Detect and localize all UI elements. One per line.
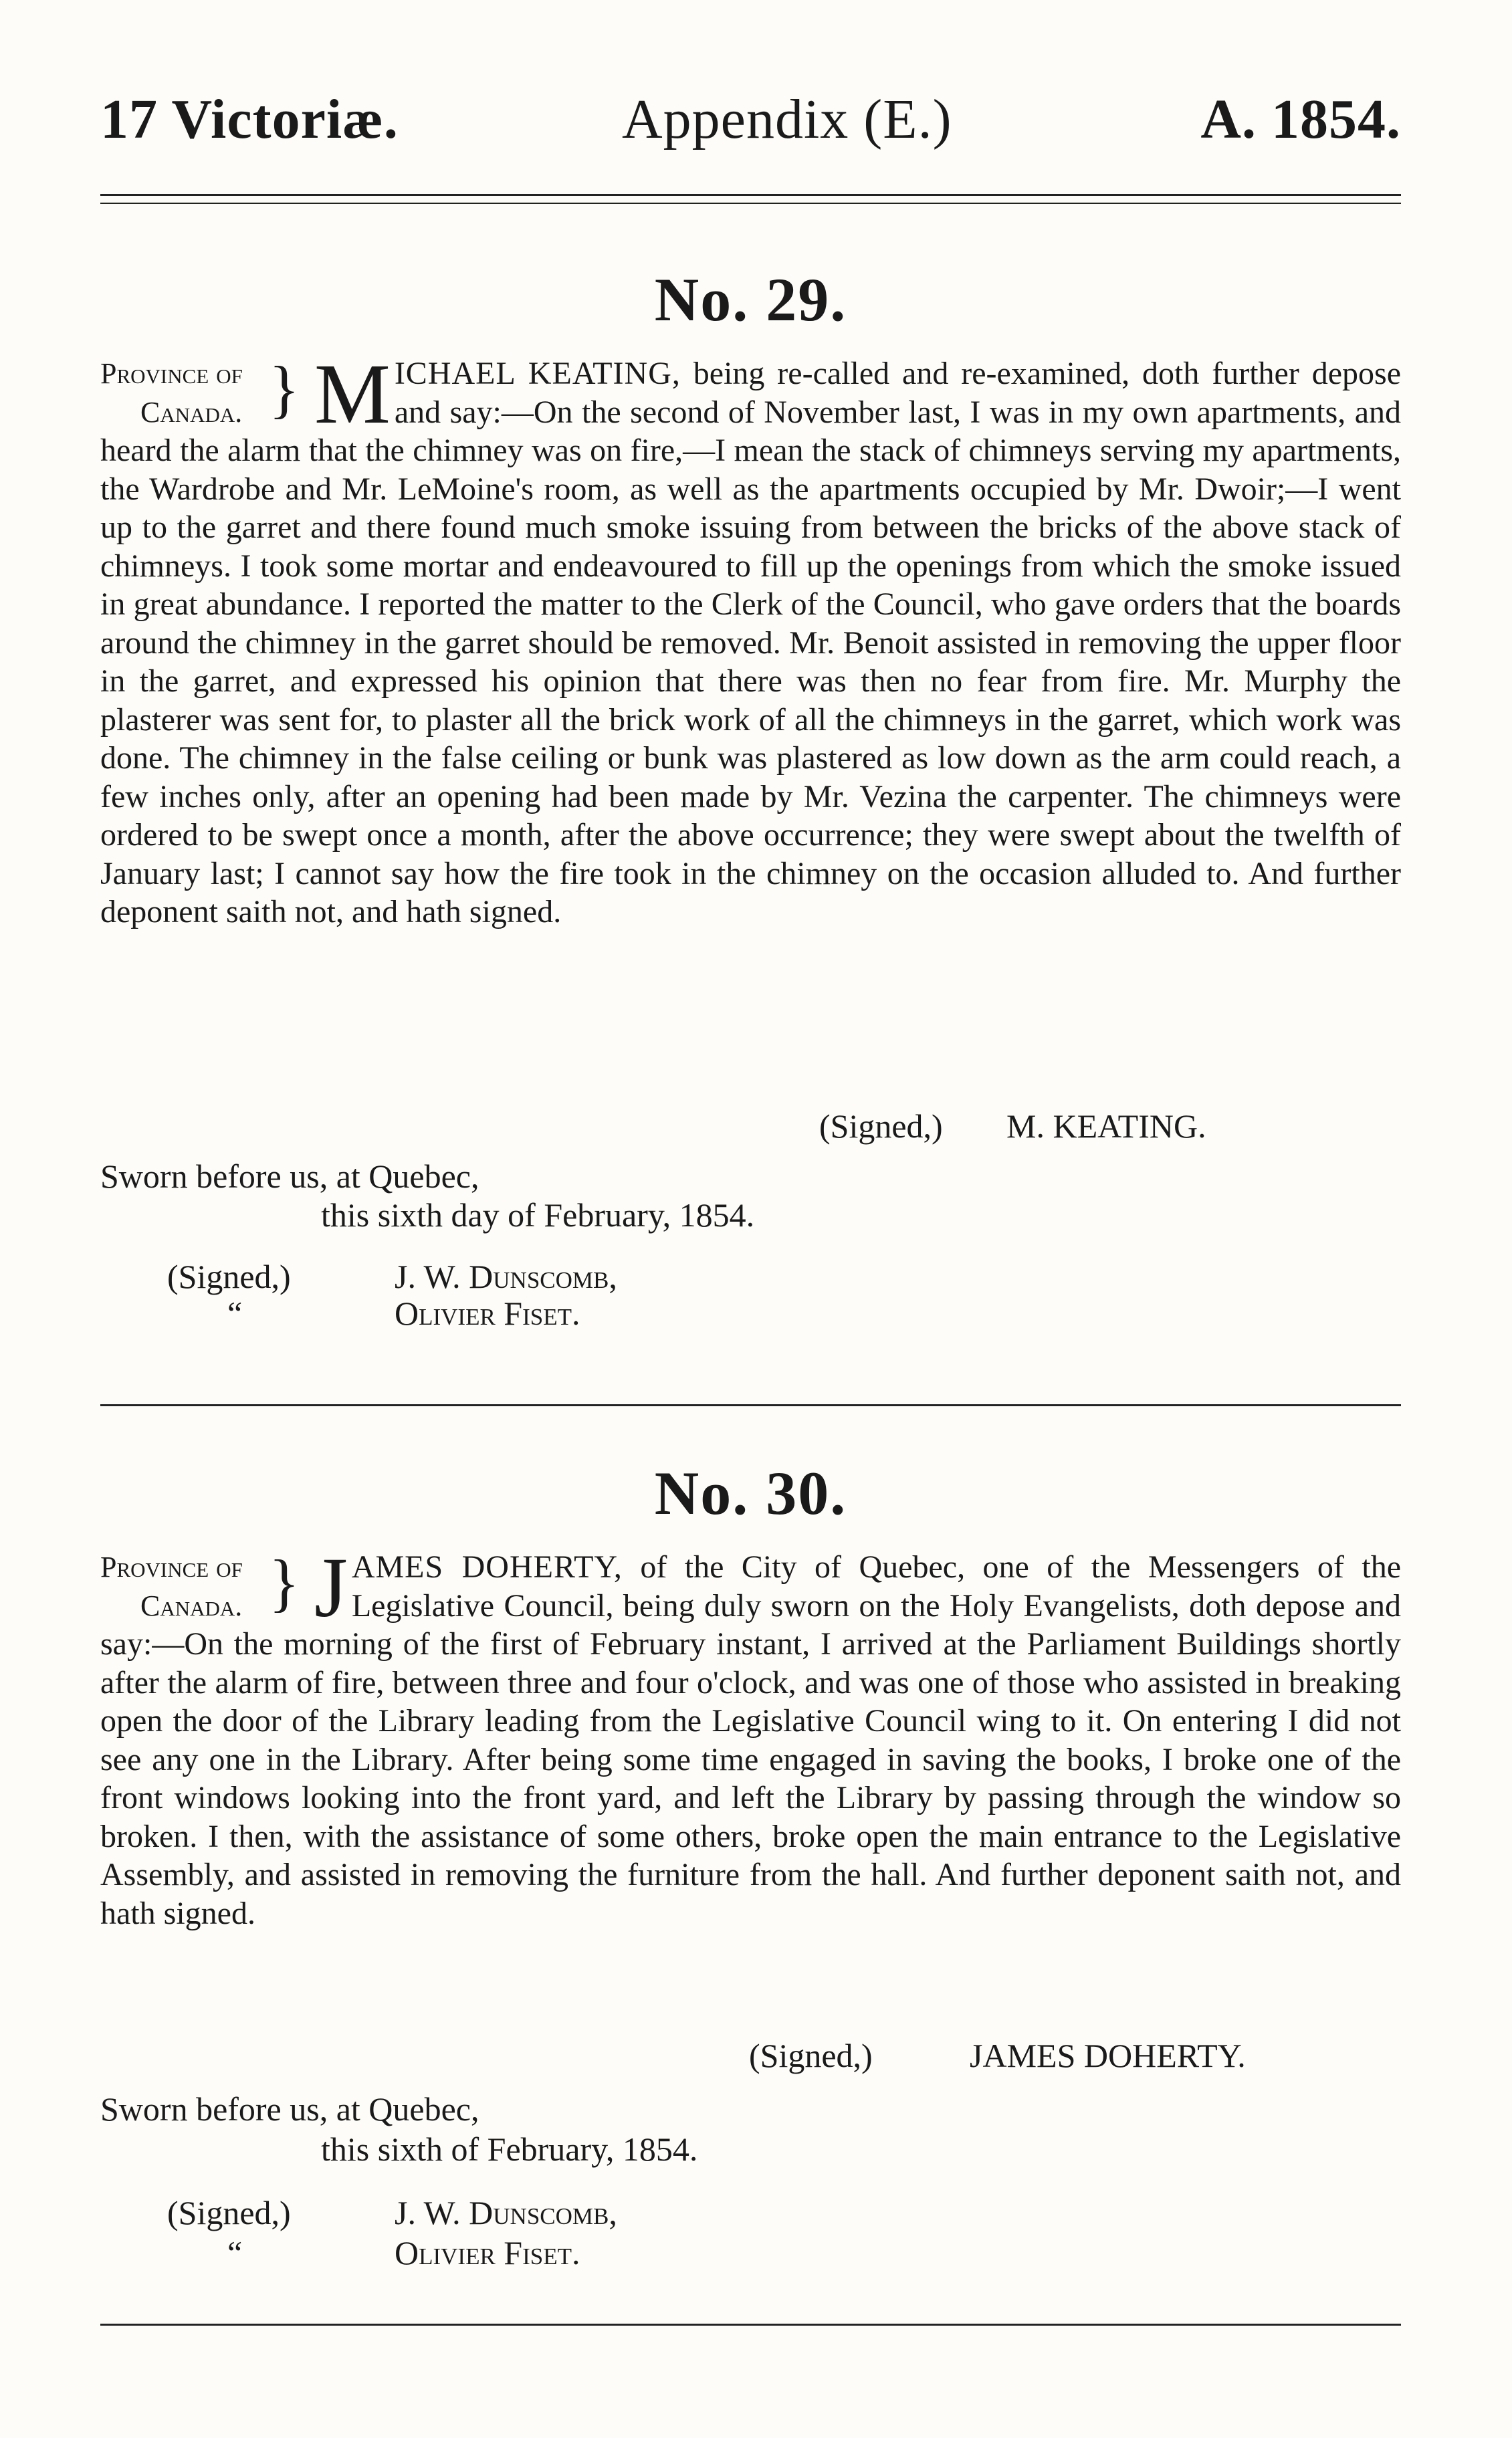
deposition-29-ditto-mark: “ (227, 1295, 243, 1332)
deposition-30-province (100, 1548, 314, 1625)
deposition-30-text: of the City of Quebec, one of the Messengers of the Legislative Council, being duly sworn on the Holy Evangelists, doth depose and say:—On the morning of the first of February instant, I arrived at the Parliament Buildings shortly after the alarm of fire, between three and four o'clock, and was one of those who assisted in breaking open the door of the Library leading from the Legislative Council wing to it. On entering I did not see any one in the Library. After being some time engaged in saving the books, I broke one of the front windows looking into the front yard, and left the Library by passing through the window so broken. I then, with the assistance of some others, broke open the main entrance to the Legislative Assembly, and assisted in removing the furniture from the hall. And further deponent saith not, and hath signed. (100, 1549, 1401, 1931)
header-double-rule (100, 194, 1401, 204)
deposition-29-signed-label: (Signed,) (819, 1107, 943, 1145)
deposition-29-body (100, 346, 1402, 931)
brace-icon: } (268, 353, 300, 425)
deposition-29-signatory: M. KEATING. (1006, 1107, 1206, 1145)
page-bottom-rule (100, 2324, 1401, 2326)
deposition-30-witness-2: Olivier Fiset. (395, 2234, 580, 2271)
deposition-29-text: being re-called and re-examined, doth further depose and say:—On the second of November last, I was in my own apartments, and heard the alarm that the chimney was on fire,—I mean the stack of chimneys serving my apartments, the Wardrobe and Mr. LeMoine's room, as well as the apartments occupied by Mr. Dwoir;—I went up to the garret and there found much smoke issuing from between the bricks of the above stack of chimneys. I took some mortar and endeavoured to fill up the openings from which the smoke issued in great abundance. I reported the matter to the Clerk of the Council, who gave orders that the boards around the chimney in the garret should be removed. Mr. Benoit assisted in removing the upper floor in the garret, and expressed his opinion that there was then no fear from fire. Mr. Murphy the plasterer was sent for, to plaster all the brick work of all the chimneys in the garret, which work was done. The chimney in the false ceiling or bunk was plastered as low down as the arm could reach, a few inches only, after an opening had been made by Mr. Vezina the carpenter. The chimneys were ordered to be swept once a month, after the above occurrence; they were swept about the twelfth of January last; I cannot say how the fire took in the chimney on the occasion alluded to. And further deponent saith not, and hath signed. (100, 356, 1402, 929)
deposition-29-witness-2: Olivier Fiset. (395, 1295, 580, 1332)
deposition-29-dropcap: M (314, 346, 391, 441)
deposition-30-dropcap: J (314, 1540, 348, 1635)
province-line-1: Province of (100, 357, 243, 390)
province-line-2: Canada. (140, 1589, 243, 1622)
header-session: 17 Victoriæ. (100, 88, 399, 150)
deposition-29-title: No. 29. (654, 265, 847, 334)
deposition-30-signed-label: (Signed,) (749, 2037, 873, 2074)
header-appendix: Appendix (E.) (622, 88, 952, 150)
deposition-29-witness-label: (Signed,) (167, 1258, 291, 1295)
deposition-30-title: No. 30. (654, 1459, 847, 1527)
deposition-30-body (100, 1540, 1401, 1932)
deposition-29-sworn-line-2: this sixth day of February, 1854. (321, 1196, 755, 1234)
deposition-30-witness-label: (Signed,) (167, 2194, 291, 2231)
section-divider (100, 1404, 1401, 1406)
deposition-30-witness-1: J. W. Dunscomb, (395, 2194, 617, 2231)
deposition-30-deponent-name: AMES DOHERTY, (351, 1549, 623, 1585)
header-year: A. 1854. (1200, 88, 1401, 150)
brace-icon: } (268, 1547, 300, 1618)
deposition-30-ditto-mark: “ (227, 2234, 243, 2271)
deposition-30-sworn-line-1: Sworn before us, at Quebec, (100, 2090, 479, 2128)
province-line-1: Province of (100, 1551, 243, 1583)
deposition-30-sworn-line-2: this sixth of February, 1854. (321, 2130, 698, 2168)
deposition-29-witness-1: J. W. Dunscomb, (395, 1258, 617, 1295)
running-header (100, 87, 1401, 160)
deposition-30-signatory: JAMES DOHERTY. (970, 2037, 1246, 2074)
deposition-29-sworn-line-1: Sworn before us, at Quebec, (100, 1157, 479, 1195)
province-line-2: Canada. (140, 395, 243, 429)
deposition-29-deponent-name: ICHAEL KEATING, (394, 356, 681, 391)
deposition-29-province (100, 354, 314, 431)
